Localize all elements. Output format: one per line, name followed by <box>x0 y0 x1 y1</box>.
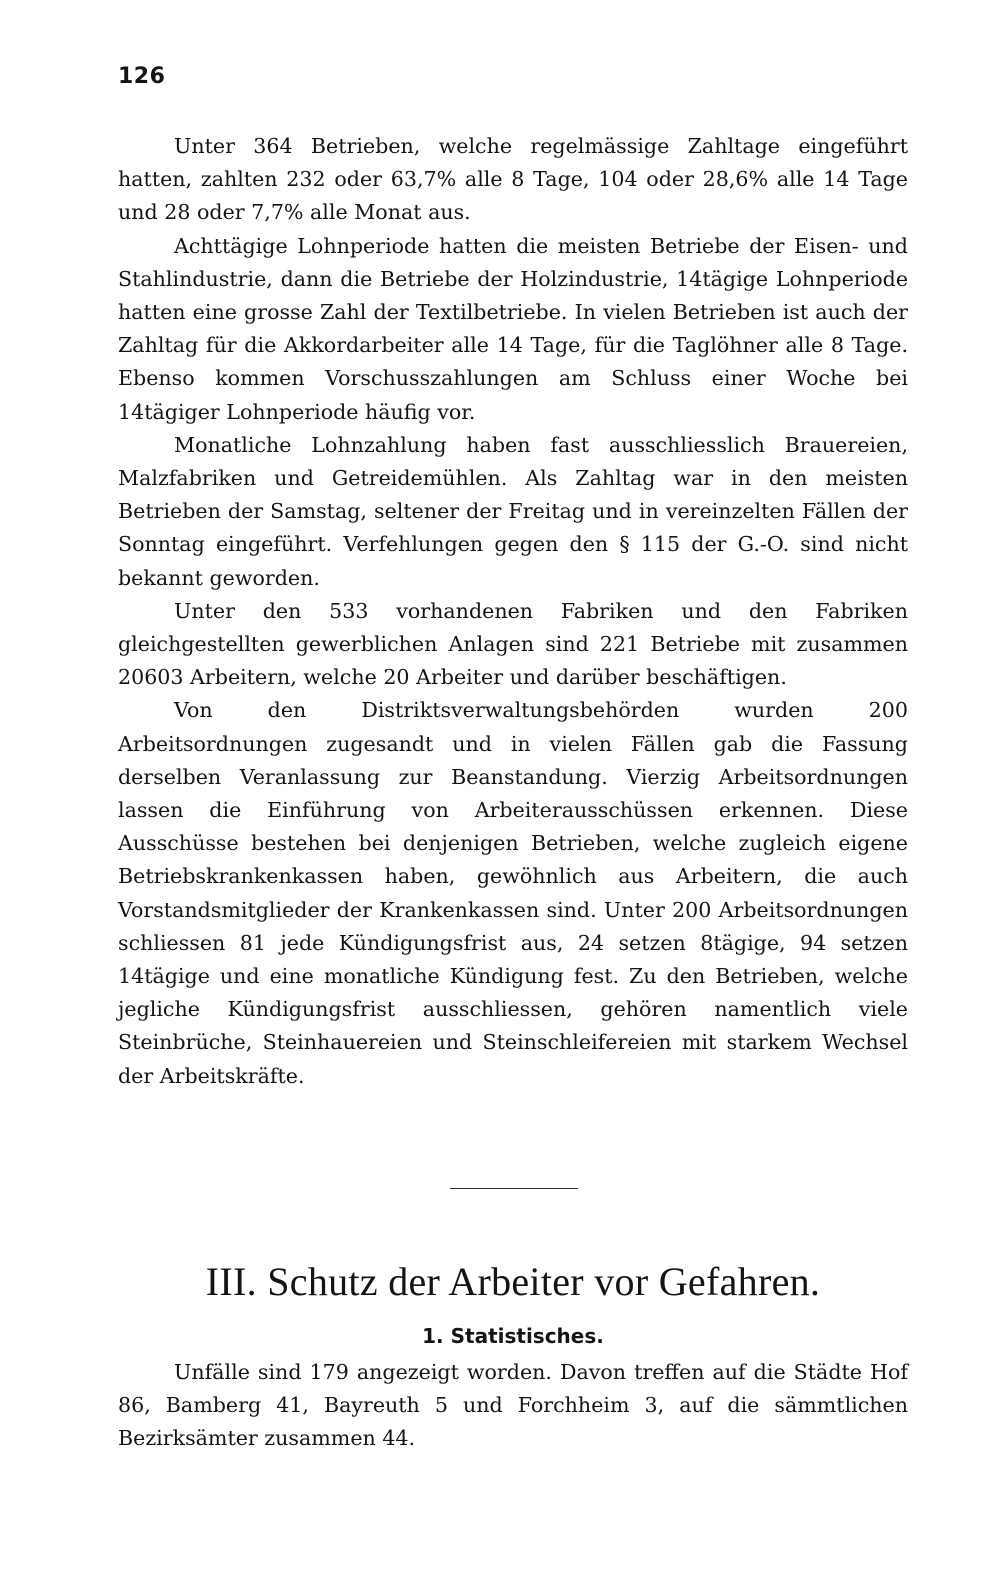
paragraph-pay-periods: Achttägige Lohnperiode hatten die meisten Betriebe der Eisen- und Stahlindustrie, dann die Betriebe der Holzindustrie, 14tägige Lohnperiode hatten eine grosse Zahl der Textilbetriebe. In vielen Betrieben ist auch der Zahltag für die Akkordarbeiter alle 14 Tage, für die Taglöhner alle 8 Tage. Ebenso kommen Vorschusszahlungen am Schluss einer Woche bei 14tägiger Lohnperiode häufig vor. <box>118 233 908 424</box>
page-number: 126 <box>118 64 166 89</box>
section-title: 1. Statistisches. <box>422 1324 604 1348</box>
section-text <box>118 1356 908 1456</box>
document-page <box>118 0 908 1569</box>
section-divider <box>450 1188 578 1189</box>
paragraph-accidents: Unfälle sind 179 angezeigt worden. Davon treffen auf die Städte Hof 86, Bamberg 41, Bayreuth 5 und Forchheim 3, auf die sämmtlichen Bezirksämter zusammen 44. <box>118 1360 908 1451</box>
body-text <box>118 130 908 1093</box>
paragraph-monthly-pay: Monatliche Lohnzahlung haben fast ausschliesslich Brauereien, Malzfabriken und Getreidemühlen. Als Zahltag war in den meisten Betrieben der Samstag, seltener der Freitag und in vereinzelten Fällen der Sonntag eingeführt. Verfehlungen gegen den § 115 der G.-O. sind nicht bekannt geworden. <box>118 432 908 590</box>
paragraph-factory-count: Unter den 533 vorhandenen Fabriken und den Fabriken gleichgestellten gewerblichen Anlagen sind 221 Betriebe mit zusammen 20603 Arbeitern, welche 20 Arbeiter und darüber beschäftigen. <box>118 598 908 690</box>
paragraph-pay-intervals: Unter 364 Betrieben, welche regelmässige Zahltage eingeführt hatten, zahlten 232 oder 63,7% alle 8 Tage, 104 oder 28,6% alle 14 Tage und 28 oder 7,7% alle Monat aus. <box>118 134 908 225</box>
chapter-title: III. Schutz der Arbeiter vor Gefahren. <box>205 1259 821 1304</box>
paragraph-work-rules: Von den Distriktsverwaltungsbehörden wurden 200 Arbeitsordnungen zugesandt und in vielen Fällen gab die Fassung derselben Veranlassung zur Beanstandung. Vierzig Arbeitsordnungen lassen die Einführung von Arbeiterausschüssen erkennen. Diese Ausschüsse bestehen bei denjenigen Betrieben, welche zugleich eigene Betriebskrankenkassen haben, gewöhnlich aus Arbeitern, die auch Vorstandsmitglieder der Krankenkassen sind. Unter 200 Arbeitsordnungen schliessen 81 jede Kündigungsfrist aus, 24 setzen 8tägige, 94 setzen 14tägige und eine monatliche Kündigung fest. Zu den Betrieben, welche jegliche Kündigungsfrist ausschliessen, gehören namentlich viele Steinbrüche, Steinhauereien und Steinschleifereien mit starkem Wechsel der Arbeitskräfte. <box>118 698 908 1088</box>
